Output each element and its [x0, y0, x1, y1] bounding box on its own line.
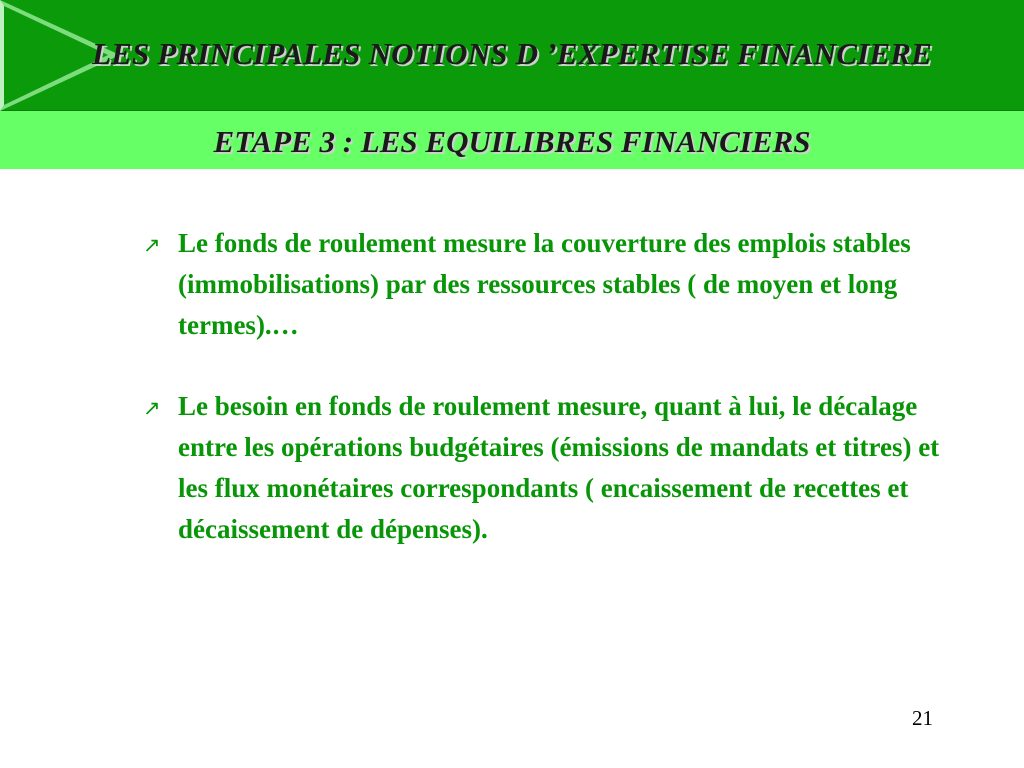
slide-title: LES PRINCIPALES NOTIONS D ’EXPERTISE FINANCIERE — [92, 36, 932, 71]
bullet-list — [143, 223, 973, 590]
north-east-arrow-icon: ↗ — [143, 396, 161, 420]
bullet-text: Le fonds de roulement mesure la couverture des emplois stables (immobilisations) par des ressources stables ( de moyen et long termes).… — [178, 228, 911, 340]
page-number: 21 — [912, 706, 933, 730]
slide-subtitle: ETAPE 3 : LES EQUILIBRES FINANCIERS — [213, 124, 811, 159]
north-east-arrow-icon: ↗ — [143, 233, 161, 257]
bullet-text: Le besoin en fonds de roulement mesure, quant à lui, le décalage entre les opérations budgétaires (émissions de mandats et titres) et les flux monétaires correspondants ( encaissement de recettes et décaissement de dépenses). — [178, 391, 940, 544]
bullet-item — [143, 386, 973, 550]
bullet-item — [143, 223, 973, 346]
